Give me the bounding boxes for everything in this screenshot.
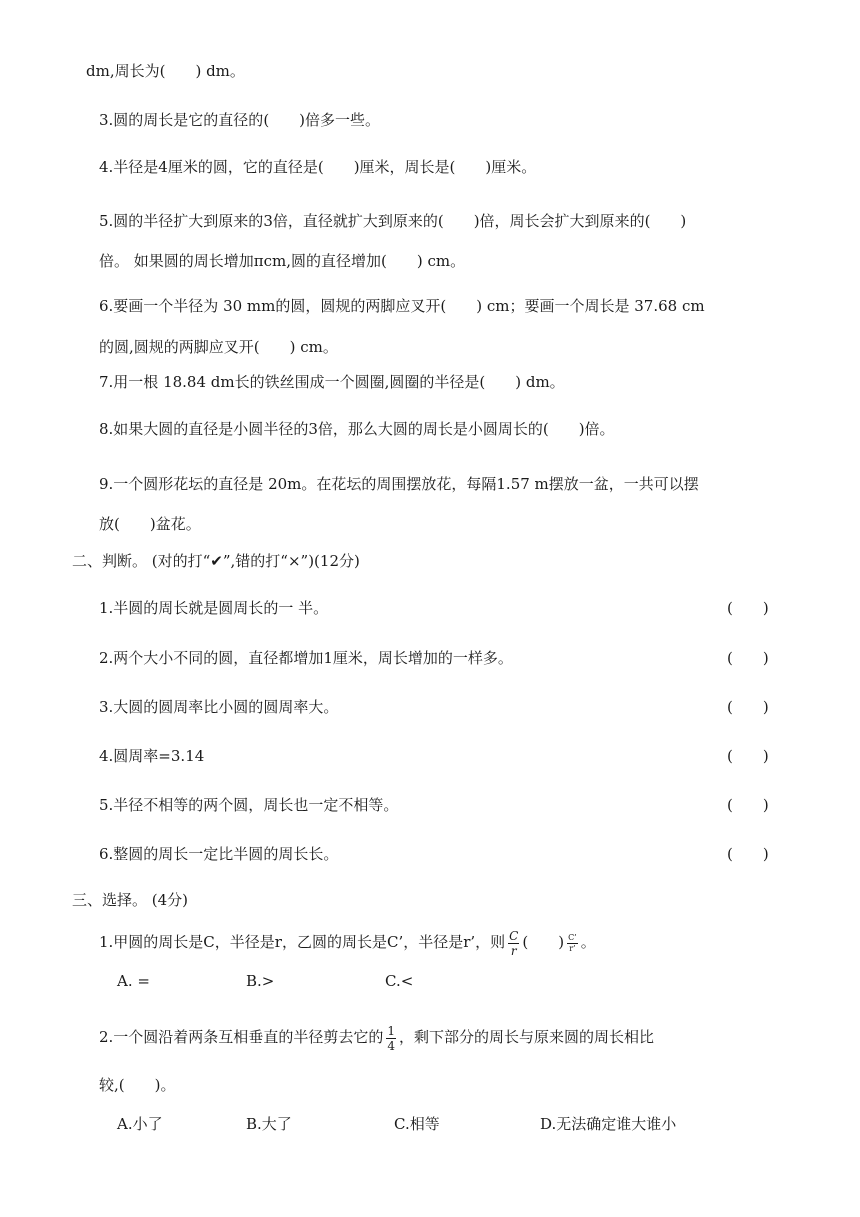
- choice-option-a[interactable]: A.小了: [117, 1115, 163, 1133]
- fill-question-3: 3.圆的周长是它的直径的( )倍多一些。: [99, 111, 381, 129]
- choice-answer-blank[interactable]: ( ): [522, 933, 565, 951]
- judge-item: [99, 795, 799, 815]
- choice-question-2-line2: 较,( )。: [99, 1076, 176, 1094]
- choice-question-2-suffix: ，剩下部分的周长与原来圆的周长相比: [398, 1028, 654, 1046]
- judge-item-text: 1.半圆的周长就是圆周长的一 半。: [99, 599, 329, 617]
- judge-answer-blank[interactable]: ( ): [727, 649, 769, 667]
- judge-answer-blank[interactable]: ( ): [727, 845, 769, 863]
- fill-question-5-line2: 倍。 如果圆的周长增加πcm,圆的直径增加( ) cm。: [99, 252, 466, 270]
- fill-question-6-line1: 6.要画一个半径为 30 mm的圆，圆规的两脚应叉开( ) cm；要画一个周长是 37.68 cm: [99, 297, 705, 315]
- fraction-c-prime-over-r-prime: $\frac{C’}{r’}$: [568, 932, 577, 953]
- choice-question-1: [99, 929, 596, 957]
- fill-question-9-line1: 9.一个圆形花坛的直径是 20m。在花坛的周围摆放花，每隔1.57 m摆放一盆，一共可以摆: [99, 475, 699, 493]
- fill-question-6-line2: 的圆,圆规的两脚应叉开( ) cm。: [99, 338, 338, 356]
- judge-item-text: 5.半径不相等的两个圆，周长也一定不相等。: [99, 796, 399, 814]
- section-2-heading: 二、判断。 (对的打“✔”,错的打“×”)(12分): [72, 552, 360, 570]
- judge-item: [99, 648, 799, 668]
- judge-item: [99, 746, 799, 766]
- choice-question-1-prefix: 1.甲圆的周长是C，半径是r，乙圆的周长是C’，半径是r’，则: [99, 933, 506, 951]
- judge-item: [99, 697, 799, 717]
- choice-option-a[interactable]: A. =: [117, 972, 150, 990]
- fraction-one-quarter: $\frac{1}{4}$: [387, 1023, 395, 1053]
- choice-option-c[interactable]: C.<: [385, 972, 414, 990]
- section-3-heading: 三、选择。 (4分): [72, 891, 189, 909]
- fill-line-continuation: dm,周长为( ) dm。: [86, 62, 245, 80]
- fill-question-5-line1: 5.圆的半径扩大到原来的3倍，直径就扩大到原来的( )倍，周长会扩大到原来的( ): [99, 212, 687, 230]
- judge-item-text: 6.整圆的周长一定比半圆的周长长。: [99, 845, 339, 863]
- judge-answer-blank[interactable]: ( ): [727, 747, 769, 765]
- choice-question-2-prefix: 2.一个圆沿着两条互相垂直的半径剪去它的: [99, 1028, 384, 1046]
- fill-question-8: 8.如果大圆的直径是小圆半径的3倍，那么大圆的周长是小圆周长的( )倍。: [99, 420, 615, 438]
- fill-question-7: 7.用一根 18.84 dm长的铁丝围成一个圆圈,圆圈的半径是( ) dm。: [99, 373, 565, 391]
- choice-option-c[interactable]: C.相等: [394, 1115, 440, 1133]
- fill-question-9-line2: 放( )盆花。: [99, 515, 201, 533]
- judge-answer-blank[interactable]: ( ): [727, 599, 769, 617]
- fraction-c-over-r: $\frac{C}{r}$: [509, 928, 519, 958]
- judge-item-text: 4.圆周率=3.14: [99, 747, 205, 765]
- choice-option-d[interactable]: D.无法确定谁大谁小: [540, 1115, 677, 1133]
- choice-option-b[interactable]: B.>: [246, 972, 275, 990]
- fill-question-4: 4.半径是4厘米的圆，它的直径是( )厘米，周长是( )厘米。: [99, 158, 537, 176]
- judge-answer-blank[interactable]: ( ): [727, 698, 769, 716]
- choice-question-1-suffix: 。: [580, 933, 596, 951]
- judge-item: [99, 598, 799, 618]
- judge-item-text: 3.大圆的圆周率比小圆的圆周率大。: [99, 698, 339, 716]
- judge-answer-blank[interactable]: ( ): [727, 796, 769, 814]
- judge-item-text: 2.两个大小不同的圆，直径都增加1厘米，周长增加的一样多。: [99, 649, 513, 667]
- judge-item: [99, 844, 799, 864]
- choice-option-b[interactable]: B.大了: [246, 1115, 292, 1133]
- choice-question-2-line1: [99, 1023, 654, 1052]
